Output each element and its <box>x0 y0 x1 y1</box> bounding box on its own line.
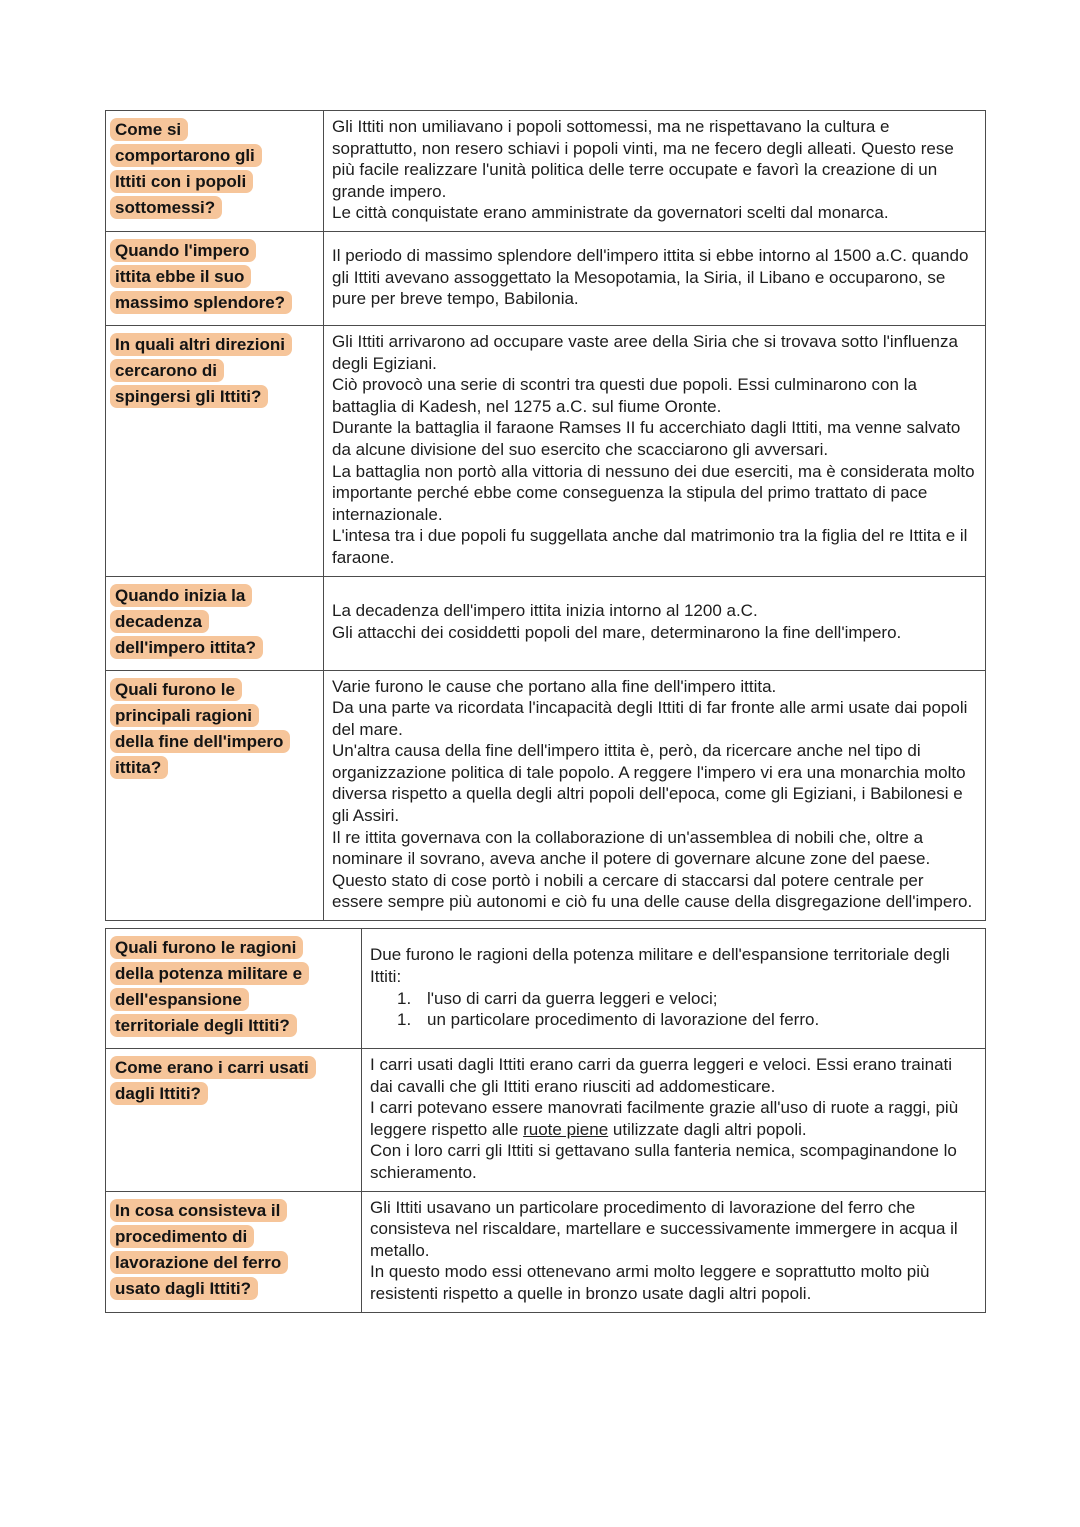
qa-row <box>106 670 985 921</box>
answer-paragraph: Il periodo di massimo splendore dell'impero ittita si ebbe intorno al 1500 a.C. quando gli Ittiti avevano assoggettato la Mesopotamia, la Siria, il Libano e occuparono, se pure per breve tempo, Babilonia. <box>332 246 969 309</box>
answer-list-item <box>370 988 976 1010</box>
qa-row <box>106 1191 985 1312</box>
question-highlight: In cosa consisteva il <box>110 1199 287 1222</box>
question-highlight: ittita ebbe il suo <box>110 265 251 288</box>
qa-row <box>106 111 985 231</box>
question-highlight: Quali furono le <box>110 678 242 701</box>
question-cell <box>106 326 324 576</box>
question-line <box>110 1081 355 1107</box>
question-line <box>110 117 317 143</box>
question-highlight: Quando l'impero <box>110 239 256 262</box>
question-line <box>110 755 317 781</box>
question-highlight: In quali altri direzioni <box>110 333 292 356</box>
question-line <box>110 935 355 961</box>
underlined-phrase: ruote piene <box>523 1119 609 1139</box>
question-line <box>110 987 355 1013</box>
answer-list-item <box>370 1009 976 1031</box>
question-cell <box>106 1049 362 1191</box>
answer-cell <box>362 1049 985 1191</box>
question-cell <box>106 111 324 231</box>
question-highlight: territoriale degli Ittiti? <box>110 1014 297 1037</box>
qa-row <box>106 929 985 1048</box>
question-line <box>110 1250 355 1276</box>
qa-row <box>106 231 985 325</box>
question-line <box>110 635 317 661</box>
question-highlight: usato dagli Ittiti? <box>110 1277 258 1300</box>
answer-paragraph: I carri potevano essere manovrati facilmente grazie all'uso di ruote a raggi, più leggere rispetto alle ruote piene utilizzate dagli altri popoli. <box>370 1098 959 1139</box>
question-cell <box>106 1192 362 1312</box>
answer-paragraph: Il re ittita governava con la collaborazione di un'assemblea di nobili che, oltre a nominare il sovrano, aveva anche il potere di governare alcune zone del paese. Questo stato di cose portò i nobili a cercare di staccarsi dal potere centrale per essere sempre più autonomi e ciò fu una delle cause della disgregazione dell'impero. <box>332 827 973 912</box>
hittites-qa-table-2 <box>105 928 986 1313</box>
question-line <box>110 1013 355 1039</box>
question-line <box>110 195 317 221</box>
qa-tables-container <box>105 110 986 1313</box>
answer-cell <box>324 111 985 231</box>
answer-paragraph: Due furono le ragioni della potenza militare e dell'espansione territoriale degli Ittiti: <box>370 945 950 986</box>
question-line <box>110 1198 355 1224</box>
question-highlight: della potenza militare e <box>110 962 309 985</box>
question-highlight: spingersi gli Ittiti? <box>110 385 268 408</box>
answer-cell <box>362 929 985 1048</box>
answer-paragraph: Gli Ittiti arrivarono ad occupare vaste aree della Siria che si trovava sotto l'influenza degli Egiziani. <box>332 331 958 373</box>
answer-cell <box>324 326 985 576</box>
question-highlight: Come erano i carri usati <box>110 1056 316 1079</box>
answer-paragraph: In questo modo essi ottenevano armi molto leggere e soprattutto molto più resistenti rispetto a quelle in bronzo usate dagli altri popoli. <box>370 1262 930 1303</box>
question-highlight: Come si <box>110 118 188 141</box>
question-line <box>110 332 317 358</box>
question-highlight: dell'espansione <box>110 988 249 1011</box>
answer-paragraph: Varie furono le cause che portano alla fine dell'impero ittita. <box>332 676 777 696</box>
question-highlight: massimo splendore? <box>110 291 292 314</box>
list-item-marker: 1. <box>397 988 412 1008</box>
list-item-text: un particolare procedimento di lavorazione del ferro. <box>427 1010 820 1030</box>
answer-cell <box>324 671 985 921</box>
qa-row <box>106 1048 985 1191</box>
question-line <box>110 1276 355 1302</box>
answer-paragraph: Gli Ittiti non umiliavano i popoli sottomessi, ma ne rispettavano la cultura e soprattutto, non resero schiavi i popoli vinti, ma ne fecero degli alleati. Questo rese più facile realizzare l'unità politica delle terre occupate e favorì la creazione di un grande impero. <box>332 117 954 201</box>
question-line <box>110 1055 355 1081</box>
question-highlight: della fine dell'impero <box>110 730 290 753</box>
question-highlight: comportarono gli <box>110 144 262 167</box>
answer-paragraph: Un'altra causa della fine dell'impero ittita è, però, da ricercare anche nel tipo di organizzazione politica di tale popolo. A reggere l'impero vi era una monarchia molto diversa rispetto a quella degli altri popoli dell'epoca, come gli Egiziani, i Babilonesi e gli Assiri. <box>332 741 966 826</box>
list-item-text: l'uso di carri da guerra leggeri e veloci; <box>427 988 718 1008</box>
question-line <box>110 609 317 635</box>
answer-paragraph: Gli attacchi dei cosiddetti popoli del mare, determinarono la fine dell'impero. <box>332 623 902 642</box>
question-line <box>110 961 355 987</box>
question-highlight: Ittiti con i popoli <box>110 170 253 193</box>
answer-paragraph: I carri usati dagli Ittiti erano carri da guerra leggeri e veloci. Essi erano trainati dai cavalli che gli Ittiti erano riusciti ad addomesticare. <box>370 1055 953 1096</box>
answer-paragraph: Gli Ittiti usavano un particolare procedimento di lavorazione del ferro che consisteva nel riscaldare, martellare e successivamente immergere in acqua il metallo. <box>370 1197 958 1260</box>
qa-row <box>106 576 985 670</box>
question-line <box>110 677 317 703</box>
question-line <box>110 290 317 316</box>
question-line <box>110 583 317 609</box>
list-item-marker: 1. <box>397 1010 412 1030</box>
question-line <box>110 1224 355 1250</box>
question-line <box>110 384 317 410</box>
question-highlight: lavorazione del ferro <box>110 1251 288 1274</box>
question-line <box>110 358 317 384</box>
question-line <box>110 703 317 729</box>
answer-paragraph: Le città conquistate erano amministrate da governatori scelti dal monarca. <box>332 203 889 223</box>
question-line <box>110 238 317 264</box>
question-highlight: dagli Ittiti? <box>110 1082 208 1105</box>
question-highlight: Quando inizia la <box>110 584 252 607</box>
answer-paragraph: Ciò provocò una serie di scontri tra questi due popoli. Essi culminarono con la battaglia di Kadesh, nel 1275 a.C. sul fiume Oronte. <box>332 375 917 416</box>
question-cell <box>106 671 324 921</box>
answer-paragraph: L'intesa tra i due popoli fu suggellata anche dal matrimonio tra la figlia del re Ittita e il faraone. <box>332 526 968 567</box>
question-highlight: decadenza <box>110 610 209 633</box>
question-line <box>110 169 317 195</box>
question-line <box>110 264 317 290</box>
question-highlight: Quali furono le ragioni <box>110 936 303 959</box>
question-cell <box>106 929 362 1048</box>
question-highlight: sottomessi? <box>110 196 222 219</box>
question-highlight: principali ragioni <box>110 704 259 727</box>
question-highlight: dell'impero ittita? <box>110 636 263 659</box>
answer-paragraph: Con i loro carri gli Ittiti si gettavano sulla fanteria nemica, scompaginandone lo schieramento. <box>370 1141 957 1182</box>
answer-cell <box>324 577 985 670</box>
question-line <box>110 143 317 169</box>
qa-row <box>106 325 985 576</box>
question-cell <box>106 232 324 325</box>
answer-paragraph: La decadenza dell'impero ittita inizia intorno al 1200 a.C. <box>332 601 758 621</box>
question-line <box>110 729 317 755</box>
answer-paragraph: Durante la battaglia il faraone Ramses II fu accerchiato dagli Ittiti, ma venne salvato da alcune divisione del suo esercito che scacciarono gli avversari. <box>332 418 961 459</box>
question-cell <box>106 577 324 670</box>
answer-cell <box>324 232 985 325</box>
answer-cell <box>362 1192 985 1312</box>
question-highlight: cercarono di <box>110 359 224 382</box>
answer-paragraph: Da una parte va ricordata l'incapacità degli Ittiti di far fronte alle armi usate dai popoli del mare. <box>332 698 968 739</box>
hittites-qa-table-1 <box>105 110 986 921</box>
question-highlight: procedimento di <box>110 1225 254 1248</box>
question-highlight: ittita? <box>110 756 168 779</box>
answer-paragraph: La battaglia non portò alla vittoria di nessuno dei due eserciti, ma è considerata molto importante perché ebbe come conseguenza la stipula del primo trattato di pace internazionale. <box>332 461 975 524</box>
